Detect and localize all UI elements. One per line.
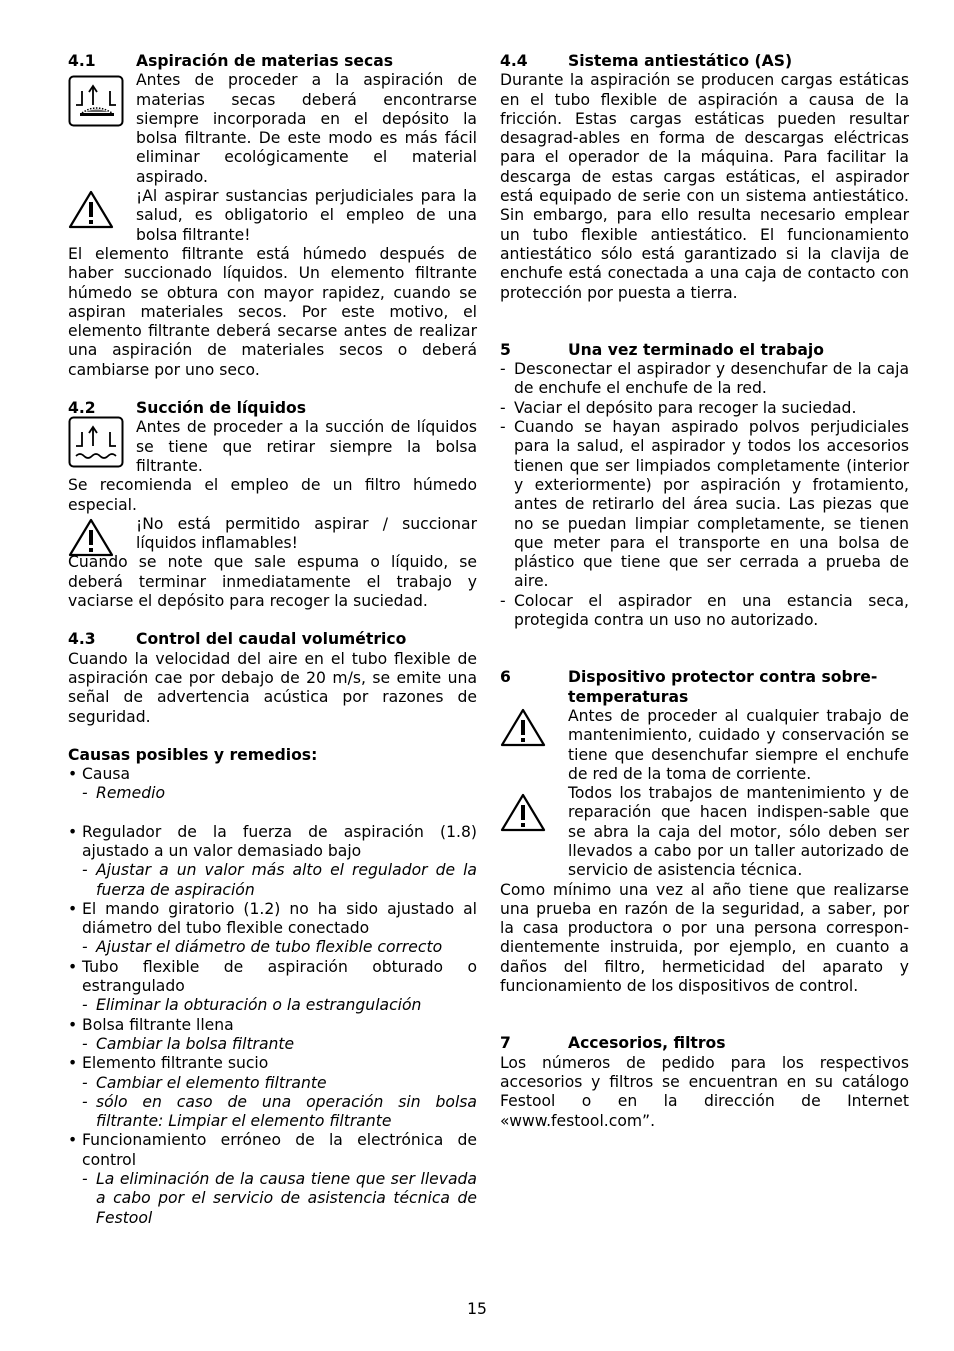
paragraph-4-2-b: Cuando se note que sale espuma o líquido, se deberá terminar inmediatamente el trabajo y vaciarse el depósito para recoger la suciedad. xyxy=(68,553,477,611)
remedy-item: - Eliminar la obturación o la estrangulación xyxy=(68,996,477,1015)
remedy-item: - Cambiar la bolsa filtrante xyxy=(68,1035,477,1054)
paragraph-4-1: El elemento filtrante está húmedo después de haber succionado líquidos. Un elemento filtrante húmedo se obtura con mayor rapidez, cuando se aspiran materiales secos. Por este motivo, el elemento filtrante deberá secarse antes de realizar una aspiración de materiales secos o deberá cambiarse por uno seco. xyxy=(68,244,477,379)
list-item: - Desconectar el aspirador y desenchufar de la caja de enchufe el enchufe de la red. xyxy=(500,360,909,399)
paragraph-4-4: Durante la aspiración se producen cargas estáticas en el tubo flexible de aspiración a causa de la fricción. Estas cargas estáticas pueden resultar desagrad-ables en forma de descargas eléctricas para el operador de la máquina. Para facilitar la descarga de estas cargas estáticas, el aspirador está equipado de serie con un sistema antiestático. Sin embargo, para ello resulta necesario emplear un tubo flexible antiestático. El funcionamiento antiestático sólo está garantizado si la clavija de enchufe está conectada a una caja de contacto con protección por puesta a tierra. xyxy=(500,71,909,302)
section-heading-6: 6 Dispositivo protector contra sobre-temperaturas xyxy=(500,668,878,706)
cause-item: • Tubo flexible de aspiración obturado o estrangulado xyxy=(68,958,477,997)
wet-vacuum-block: Antes de proceder a la succión de líquidos se tiene que retirar siempre la bolsa filtrante. xyxy=(68,418,477,476)
cause-item: • Funcionamiento erróneo de la electrónica de control xyxy=(68,1131,477,1170)
warning-icon xyxy=(68,189,114,234)
paragraph-7: Los números de pedido para los respectivos accesorios y filtros se encuentran en su catálogo Festool o en la dirección de Internet «www.festool.com”. xyxy=(500,1053,909,1130)
warning-block-4-2: ¡No está permitido aspirar / succionar líquidos inflamables! xyxy=(68,515,477,554)
causes-list xyxy=(68,823,477,1228)
page-number: 15 xyxy=(467,1300,487,1318)
warning-icon xyxy=(500,792,546,837)
section-heading-4-3: 4.3 Control del caudal volumétrico xyxy=(68,630,407,649)
section-heading-5: 5 Una vez terminado el trabajo xyxy=(500,340,824,359)
warning-icon xyxy=(500,707,546,752)
list-item: - Cuando se hayan aspirado polvos perjudiciales para la salud, el aspirador y todos los accesorios tienen que ser limpiados completamente (interior y exteriormente) por aspiración y frotamiento, antes de retirarlo del área sucia. Las piezas que no se puedan limpiar completamente, se tienen que meter para el transporte en una bolsa de plástico que tiene que ser cerrada a prueba de aire. xyxy=(500,418,909,592)
paragraph-4-3: Cuando la velocidad del aire en el tubo flexible de aspiración cae por debajo de 20 m/s, se emite una señal de advertencia acústica por razones de seguridad. xyxy=(68,649,477,726)
paragraph-4-2: Se recomienda el empleo de un filtro húmedo especial. xyxy=(68,476,477,514)
remedy-item: - La eliminación de la causa tiene que ser llevada a cabo por el servicio de asistencia técnica de Festool xyxy=(68,1170,477,1228)
dry-vacuum-block: Antes de proceder a la aspiración de materias secas deberá encontrarse siempre incorporada en el depósito la bolsa filtrante. De este modo es más fácil eliminar ecológicamente el material aspirado. xyxy=(68,71,477,187)
cause-item: • Bolsa filtrante llena xyxy=(68,1016,477,1035)
list-item: - Vaciar el depósito para recoger la suciedad. xyxy=(500,399,909,418)
remedy-item: - sólo en caso de una operación sin bolsa filtrante: Limpiar el elemento filtrante xyxy=(68,1093,477,1132)
causes-heading: Causas posibles y remedios: xyxy=(68,745,318,764)
section-heading-7: 7 Accesorios, filtros xyxy=(500,1034,726,1053)
warning-block-6-b: Todos los trabajos de mantenimiento y de reparación que hacen indispen-sable que se abra la caja del motor, sólo deben ser llevados a cabo por un taller autorizado de servicio de asistencia técnica. xyxy=(500,784,909,880)
legend-cause: • Causa xyxy=(68,765,477,784)
right-column xyxy=(500,52,909,1131)
paragraph-6: Como mínimo una vez al año tiene que realizarse una prueba en razón de la seguridad, a saber, por la casa productora o por una persona correspon-dientemente instruida, por ejemplo, en cuanto a daños del filtro, hermeticidad del aparato y funcionamiento de los dispositivos de control. xyxy=(500,880,909,996)
left-column xyxy=(68,52,477,1228)
legend-remedy: - Remedio xyxy=(68,784,477,803)
remedy-item: - Cambiar el elemento filtrante xyxy=(68,1074,477,1093)
warning-icon xyxy=(68,517,114,562)
wet-vacuum-icon xyxy=(68,416,124,473)
cause-item: • El mando giratorio (1.2) no ha sido ajustado al diámetro del tubo flexible conectado xyxy=(68,900,477,939)
after-work-list xyxy=(500,360,909,630)
section-heading-4-1: 4.1 Aspiración de materias secas xyxy=(68,52,394,70)
remedy-item: - Ajustar a un valor más alto el regulador de la fuerza de aspiración xyxy=(68,861,477,900)
warning-block-4-1: ¡Al aspirar sustancias perjudiciales para la salud, es obligatorio el empleo de una bolsa filtrante! xyxy=(68,187,477,245)
section-heading-4-2: 4.2 Succión de líquidos xyxy=(68,399,307,418)
warning-block-6-a: Antes de proceder al cualquier trabajo de mantenimiento, cuidado y conservación se tiene que desenchufar siempre el enchufe de red de la toma de corriente. xyxy=(500,707,909,784)
list-item: - Colocar el aspirador en una estancia seca, protegida contra un uso no autorizado. xyxy=(500,592,909,631)
section-heading-4-4: 4.4 Sistema antiestático (AS) xyxy=(500,52,793,70)
dry-vacuum-icon xyxy=(68,75,124,132)
cause-item: • Regulador de la fuerza de aspiración (1.8) ajustado a un valor demasiado bajo xyxy=(68,823,477,862)
cause-item: • Elemento filtrante sucio xyxy=(68,1054,477,1073)
remedy-item: - Ajustar el diámetro de tubo flexible correcto xyxy=(68,938,477,957)
